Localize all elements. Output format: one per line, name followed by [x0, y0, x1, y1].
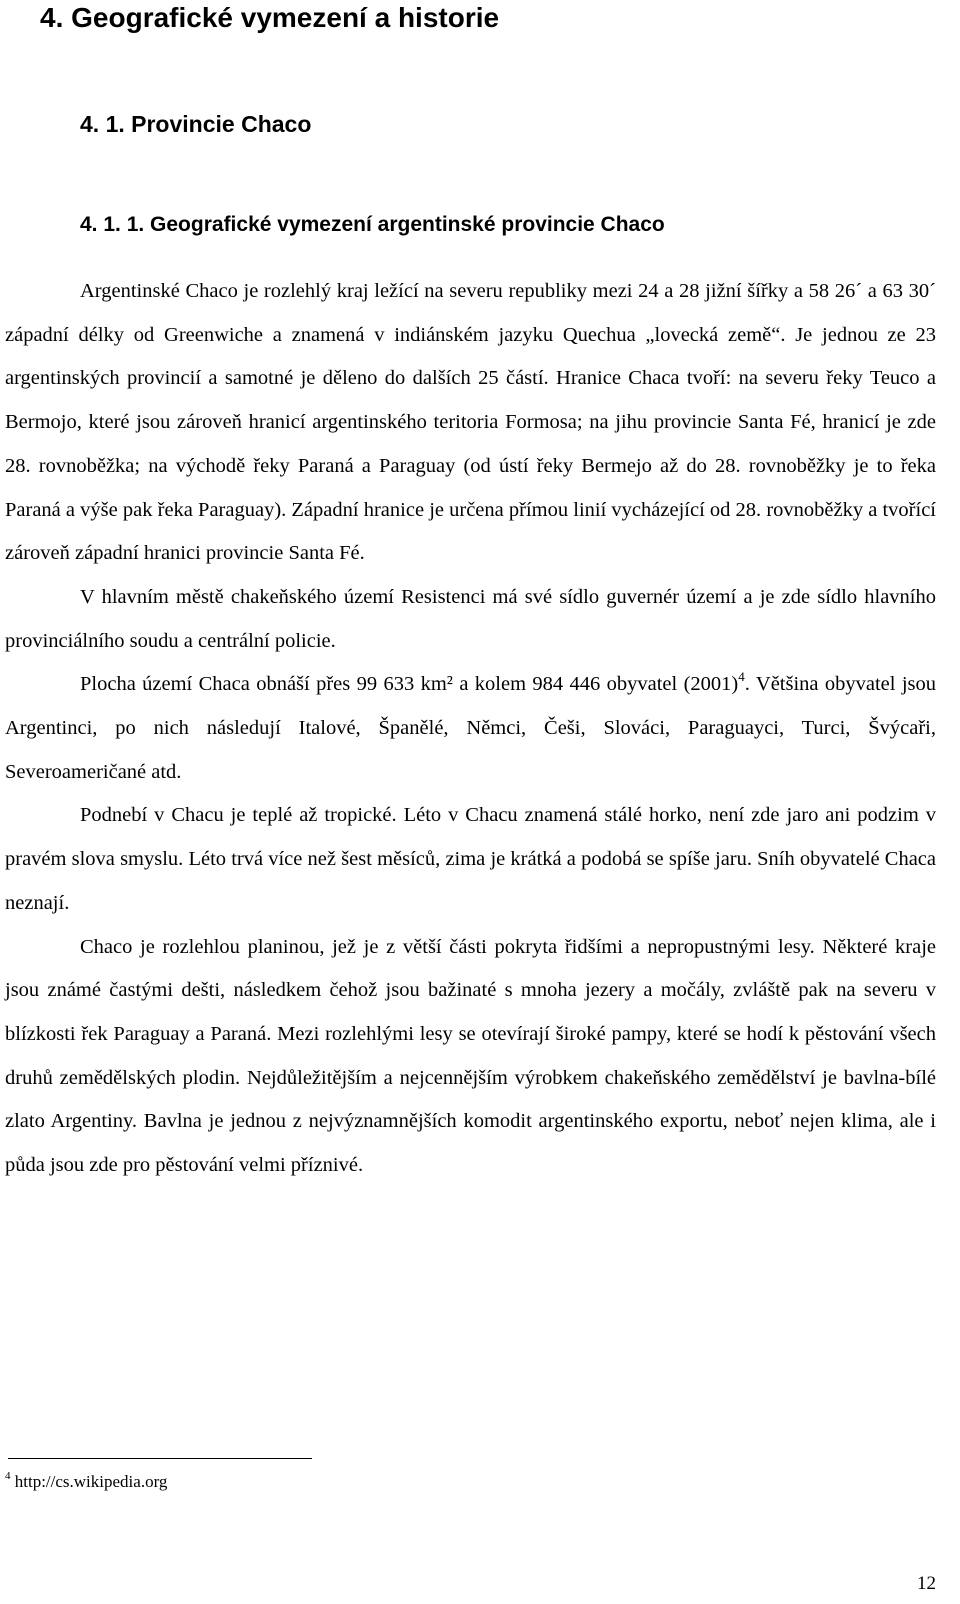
page-number: 12 [917, 1573, 936, 1594]
paragraph-geography: Argentinské Chaco je rozlehlý kraj ležící na severu republiky mezi 24 a 28 jižní šířky a 58 26´ a 63 30´ západní délky od Greenwiche a znamená v indiánském jazyku Quechua „lovecká země“. Je jednou ze 23 argentinských provincií a samotné je děleno do dalších 25 částí. Hranice Chaca tvoří: na severu řeky Teuco a Bermojo, které jsou zároveň hranicí argentinského teritoria Formosa; na jihu provincie Santa Fé, hranicí je zde 28. rovnoběžka; na východě řeky Paraná a Paraguay (od ústí řeky Bermejo až do 28. rovnoběžky je to řeka Paraná a výše pak řeka Paraguay). Západní hranice je určena přímou linií vycházející od 28. rovnoběžky a tvořící zároveň západní hranici provincie Santa Fé. [5, 280, 936, 565]
paragraph-climate: Podnebí v Chacu je teplé až tropické. Léto v Chacu znamená stálé horko, není zde jaro ani podzim v pravém slova smyslu. Léto trvá více než šest měsíců, zima je krátká a podobá se spíše jaru. Sníh obyvatelé Chaca neznají. [5, 804, 936, 914]
footnote [5, 1470, 167, 1494]
footnote-text: http://cs.wikipedia.org [10, 1472, 168, 1491]
paragraph-landscape: Chaco je rozlehlou planinou, jež je z větší části pokryta řidšími a nepropustnými lesy. Některé kraje jsou známé častými dešti, následkem čehož jsou bažinaté s mnoha jezery a močály, zvláště pak na severu v blízkosti řek Paraguay a Paraná. Mezi rozlehlými lesy se otevírají široké pampy, které se hodí k pěstování všech druhů zemědělských plodin. Nejdůležitějším a nejcennějším výrobkem chakeňského zemědělství je bavlna-bílé zlato Argentiny. Bavlna je jednou z nejvýznamnějších komodit argentinského exportu, neboť nejen klima, ale i půda jsou zde pro pěstování velmi příznivé. [5, 935, 936, 1177]
subsection-heading: 4. 1. 1. Geografické vymezení argentinské provincie Chaco [80, 213, 665, 236]
section-heading: 4. 1. Provincie Chaco [80, 111, 312, 137]
paragraph-capital: V hlavním městě chakeňského území Resistenci má své sídlo guvernér území a je zde sídlo hlavního provinciálního soudu a centrální policie. [5, 585, 936, 652]
footnote-divider [8, 1458, 312, 1459]
population-text: Plocha území Chaca obnáší přes 99 633 km² a kolem 984 446 obyvatel (2001) [80, 673, 739, 696]
body-text [5, 270, 936, 1188]
footnote-reference: 4 [738, 669, 745, 685]
chapter-heading: 4. Geografické vymezení a historie [40, 2, 500, 33]
footnote-number: 4 [5, 1470, 11, 1482]
population-text-continued: . Většina obyvatel jsou Argentinci, po nich následují Italové, Španělé, Němci, Češi, Slováci, Paraguayci, Turci, Švýcaři, Severoameričané atd. [5, 673, 937, 783]
paragraph-population [5, 663, 936, 794]
